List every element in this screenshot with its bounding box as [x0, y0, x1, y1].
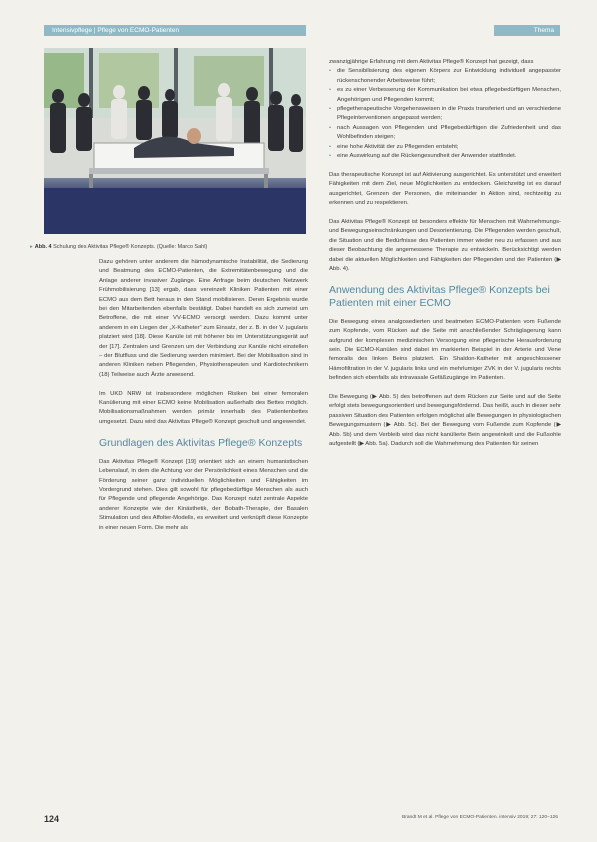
paragraph: Das Aktivitas Pflege® Konzept ist besonders effektiv für Menschen mit Wahrnehmungs- und Bewegungseinschränkungen und Desorientierung. Die Pflegenden werden geschult, die Situation und die Bedürfnisse des Patienten immer wieder neu zu erfassen und aus dieser Beobachtung die angemessene Therapie zu entwickeln. Berücksichtigt werden dabei die aktuellen Möglichkeiten und Fähigkeiten der Pflegenden und der Patienten (▶ Abb. 4).	[329, 218, 561, 272]
page-number: 124	[44, 814, 60, 824]
footer-citation: Brandt M et al. Pflege von ECMO-Patienten. intensiv 2019; 27: 120–126	[401, 815, 558, 820]
paragraph: Das Aktivitas Pflege® Konzept [19] orientiert sich an einem humanistischen Lebenslauf, in dem die Achtung vor der Persönlichkeit eines Menschen und die Förderung seiner ganz individuellen Möglichkeiten und Fähigkeiten im Vordergrund stehen. Dies gilt sowohl für pflegebedürftige Menschen als auch für Pflegende und pflegende Angehörige. Das Konzept nutzt zentrale Aspekte anderer Konzepte wie der Kinästhetik, der Bobath-Therapie, der Basalen Stimulation und des Affolter-Modells, es erweitert und verknüpft diese Konzepte in einer neuen Form. Die mehr als	[99, 458, 308, 531]
figure-caption	[30, 243, 310, 251]
figure-label: Abb. 4	[34, 244, 52, 250]
section-header: Intensivpflege | Pflege von ECMO-Patienten	[44, 25, 306, 36]
list-item: • es zu einer Verbesserung der Kommunikation bei etwa pflegebedürftigen Menschen, Angehörigen und Pflegenden kommt;	[329, 86, 561, 105]
paragraph: Die Bewegung eines analgosedierten und beatmeten ECMO-Patienten vom Fußende zum Kopfende, vom Rücken auf die Seite mit anschließender Schräglagerung kann aufgrund der komplexen medizinischen Versorgung eine pflegerische Herausforderung sein. Die ECMO-Kanülen sind dabei im markierten Beispiel in der Arterie und Vene femoralis des linken Beins platziert. Ein Shaldon-Katheter mit angeschlossener Hämofiltration in der V. jugularis links und ein mehrlumiger ZVK in der V. jugularis rechts befinden sich ebenfalls als intravasale Gefäßzugänge im Patienten.	[329, 318, 561, 382]
bullet-list	[329, 67, 561, 161]
paragraph: Im UKD NRW ist insbesondere möglichen Risiken bei einer femoralen Kanülierung mit einer ECMO keine Mobilisation außerhalb des Bettes möglich. Mobilisationsmaßnahmen werden primär innerhalb des Patientenbettes umgesetzt. Dazu wird das Aktivitas Pflege® Konzept geschult und angewendet.	[99, 390, 308, 425]
training-photo-illustration	[44, 48, 306, 234]
caption-text: Schulung des Aktivitas Pflege® Konzepts. (Quelle: Marco Sahl)	[53, 244, 208, 250]
paragraph: Dazu gehören unter anderem die hämodynamische Instabilität, die Sedierung und Beatmung des ECMO-Patienten, die Extremitätenbewegung und die Anlage anderer invasiver Zugänge. Eine Anfrage beim deutschen Netzwerk Frühmobilisierung [13] ergab, dass vereinzelt Kliniken Patienten mit einer ECMO aus dem Bett heraus in den Stand mobilisieren. Deren Ergebnis wurde bei den Mitarbeitenden ebenfalls bestätigt. Dabei handelt es sich zumeist um Betroffene, die mit einer VV-ECMO versorgt werden. Dazu kommt unter anderem in ein Liegen der „X-Katheter“ zum Einsatz, der z. B. in der V. jugularis platziert wird [18]. Diese Kanüle ist mit höherer bis im Unterstützungsgerät auf der [17]. Zentralen und Grenzen um der Verbindung zur Kanüle nicht einstellen – der Blutfluss und die Sedierung werden minimiert. Bei der Mobilisation sind in anderen Kliniken neben Pflegenden, Physiotherapeuten und Kardiotechnikern (18) Teilweise auch Ärzte anwesend.	[99, 259, 308, 378]
left-column	[99, 258, 308, 542]
list-item: • die Sensibilisierung des eigenen Körpers zur Entwicklung individuell angepasster rückenschonender Arbeitsweise führt;	[329, 67, 561, 86]
section-heading: Anwendung des Aktivitas Pflege® Konzepts bei Patienten mit einer ECMO	[329, 283, 550, 309]
list-item: • nach Aussagen von Pflegenden und Pflegebedürftigen die Zufriedenheit und das Wohlbefinden steigen;	[329, 124, 561, 143]
category-header: Thema	[494, 25, 560, 36]
list-item: • eine hohe Aktivität der zu Pflegenden entsteht;	[329, 143, 561, 152]
section-heading: Grundlagen des Aktivitas Pflege® Konzepts	[99, 436, 303, 449]
caption-triangle-icon: ▸	[30, 244, 33, 250]
list-item: • pflegetherapeutische Vorgehensweisen in die Praxis transferiert und an verschiedene Pflegeinterventionen angepasst werden;	[329, 105, 561, 124]
figure-photo	[44, 48, 306, 234]
paragraph: zwanzigjährige Erfahrung mit dem Aktivitas Pflege® Konzept hat gezeigt, dass	[329, 59, 534, 65]
paragraph: Das therapeutische Konzept ist auf Aktivierung ausgerichtet. Es unterstützt und erweitert Fähigkeiten mit dem Ziel, neue Möglichkeiten zu entdecken. Gleichzeitig ist es darauf ausgerichtet, Grenzen der Personen, die miteinander in Aktion sind, rechtzeitig zu erkennen und zu respektieren.	[329, 171, 561, 207]
paragraph: Die Bewegung (▶ Abb. 5) des betroffenen auf dem Rücken zur Seite und auf die Seite erfolgt stets bewegungsorientiert und bewegungsfördernd. Das heißt, auch in dieser sehr passiven Situation des Patienten erfolgen möglichst alle Bewegungen in physiologischen Bewegungsmustern (▶ Abb. 5c). Bei der Bewegung vom Fußende zum Kopfende (▶ Abb. 5b) und dem Verbleib wird das nicht kanülierte Bein angewinkelt und die Fußsohle aufgestellt (▶ Abb. 5a). Dadurch soll die Wahrnehmung des Patienten für seinen	[329, 393, 561, 447]
list-item: • eine Auswirkung auf die Rückengesundheit der Anwender stattfindet.	[329, 152, 561, 161]
right-column	[329, 58, 561, 459]
